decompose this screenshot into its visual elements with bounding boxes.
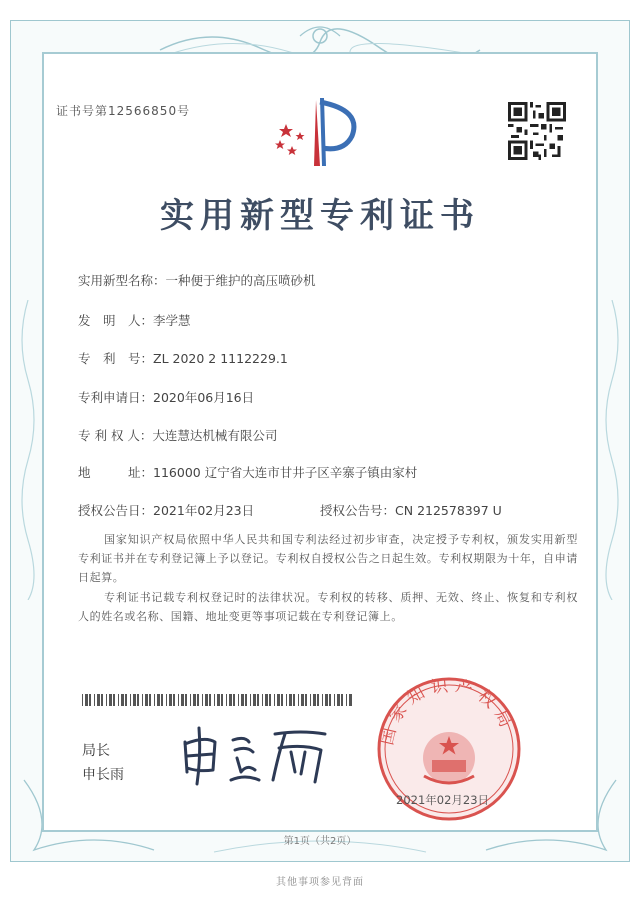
director-name: 申长雨 [82,767,124,783]
right-ornament [598,300,626,600]
field-label: 发 明 人： [78,313,154,328]
patent-office-logo [270,96,370,170]
field-label: 专 利 权 人： [78,428,153,443]
field-value: 2021年02月23日 [153,503,255,518]
barcode [82,694,352,706]
field-grant-number [320,501,502,519]
field-address [78,463,417,481]
grant-paragraph: 国家知识产权局依照中华人民共和国专利法经过初步审查，决定授予专利权，颁发实用新型专利证书并在专利登记簿上予以登记。专利权自授权公告之日起生效。专利权期限为十年，自申请日起算。 [78,533,578,584]
field-value: 一种便于维护的高压喷砂机 [165,273,316,288]
field-patentee [78,426,277,444]
certificate-number: 证书号第12566850号 [56,104,191,118]
field-label: 地 址： [78,465,154,480]
page-number: 第1页（共2页） [283,836,357,847]
field-value: 李学慧 [153,313,191,328]
legal-status-paragraph: 专利证书记载专利权登记时的法律状况。专利权的转移、质押、无效、终止、恢复和专利权人的姓名或名称、国籍、地址变更等事项记载在专利登记簿上。 [78,591,578,623]
field-value: 2020年06月16日 [153,390,255,405]
field-label: 授权公告日： [78,503,154,518]
field-grant-date [78,501,254,519]
qr-code [508,102,566,160]
director-title: 局长 [82,743,110,759]
field-inventor [78,311,191,329]
field-label: 专 利 号： [78,351,154,366]
field-value: CN 212578397 U [395,503,502,518]
field-model-name [78,271,316,289]
field-label: 授权公告号： [320,503,396,518]
field-value: 116000 辽宁省大连市甘井子区辛寨子镇由家村 [153,465,418,480]
seal-text: 国家知识产权局 [377,676,519,748]
field-value: ZL 2020 2 1112229.1 [153,351,288,366]
field-label: 专利申请日： [78,390,154,405]
footer-note: 其他事项参见背面 [276,877,364,888]
field-label: 实用新型名称： [78,273,166,288]
field-value: 大连慧达机械有限公司 [152,428,278,443]
seal-date: 2021年02月23日 [396,793,490,807]
certificate-title: 实用新型专利证书 [160,196,480,236]
field-patent-number [78,349,288,367]
director-signature [175,722,335,788]
field-filing-date [78,388,254,406]
left-ornament [14,300,42,600]
